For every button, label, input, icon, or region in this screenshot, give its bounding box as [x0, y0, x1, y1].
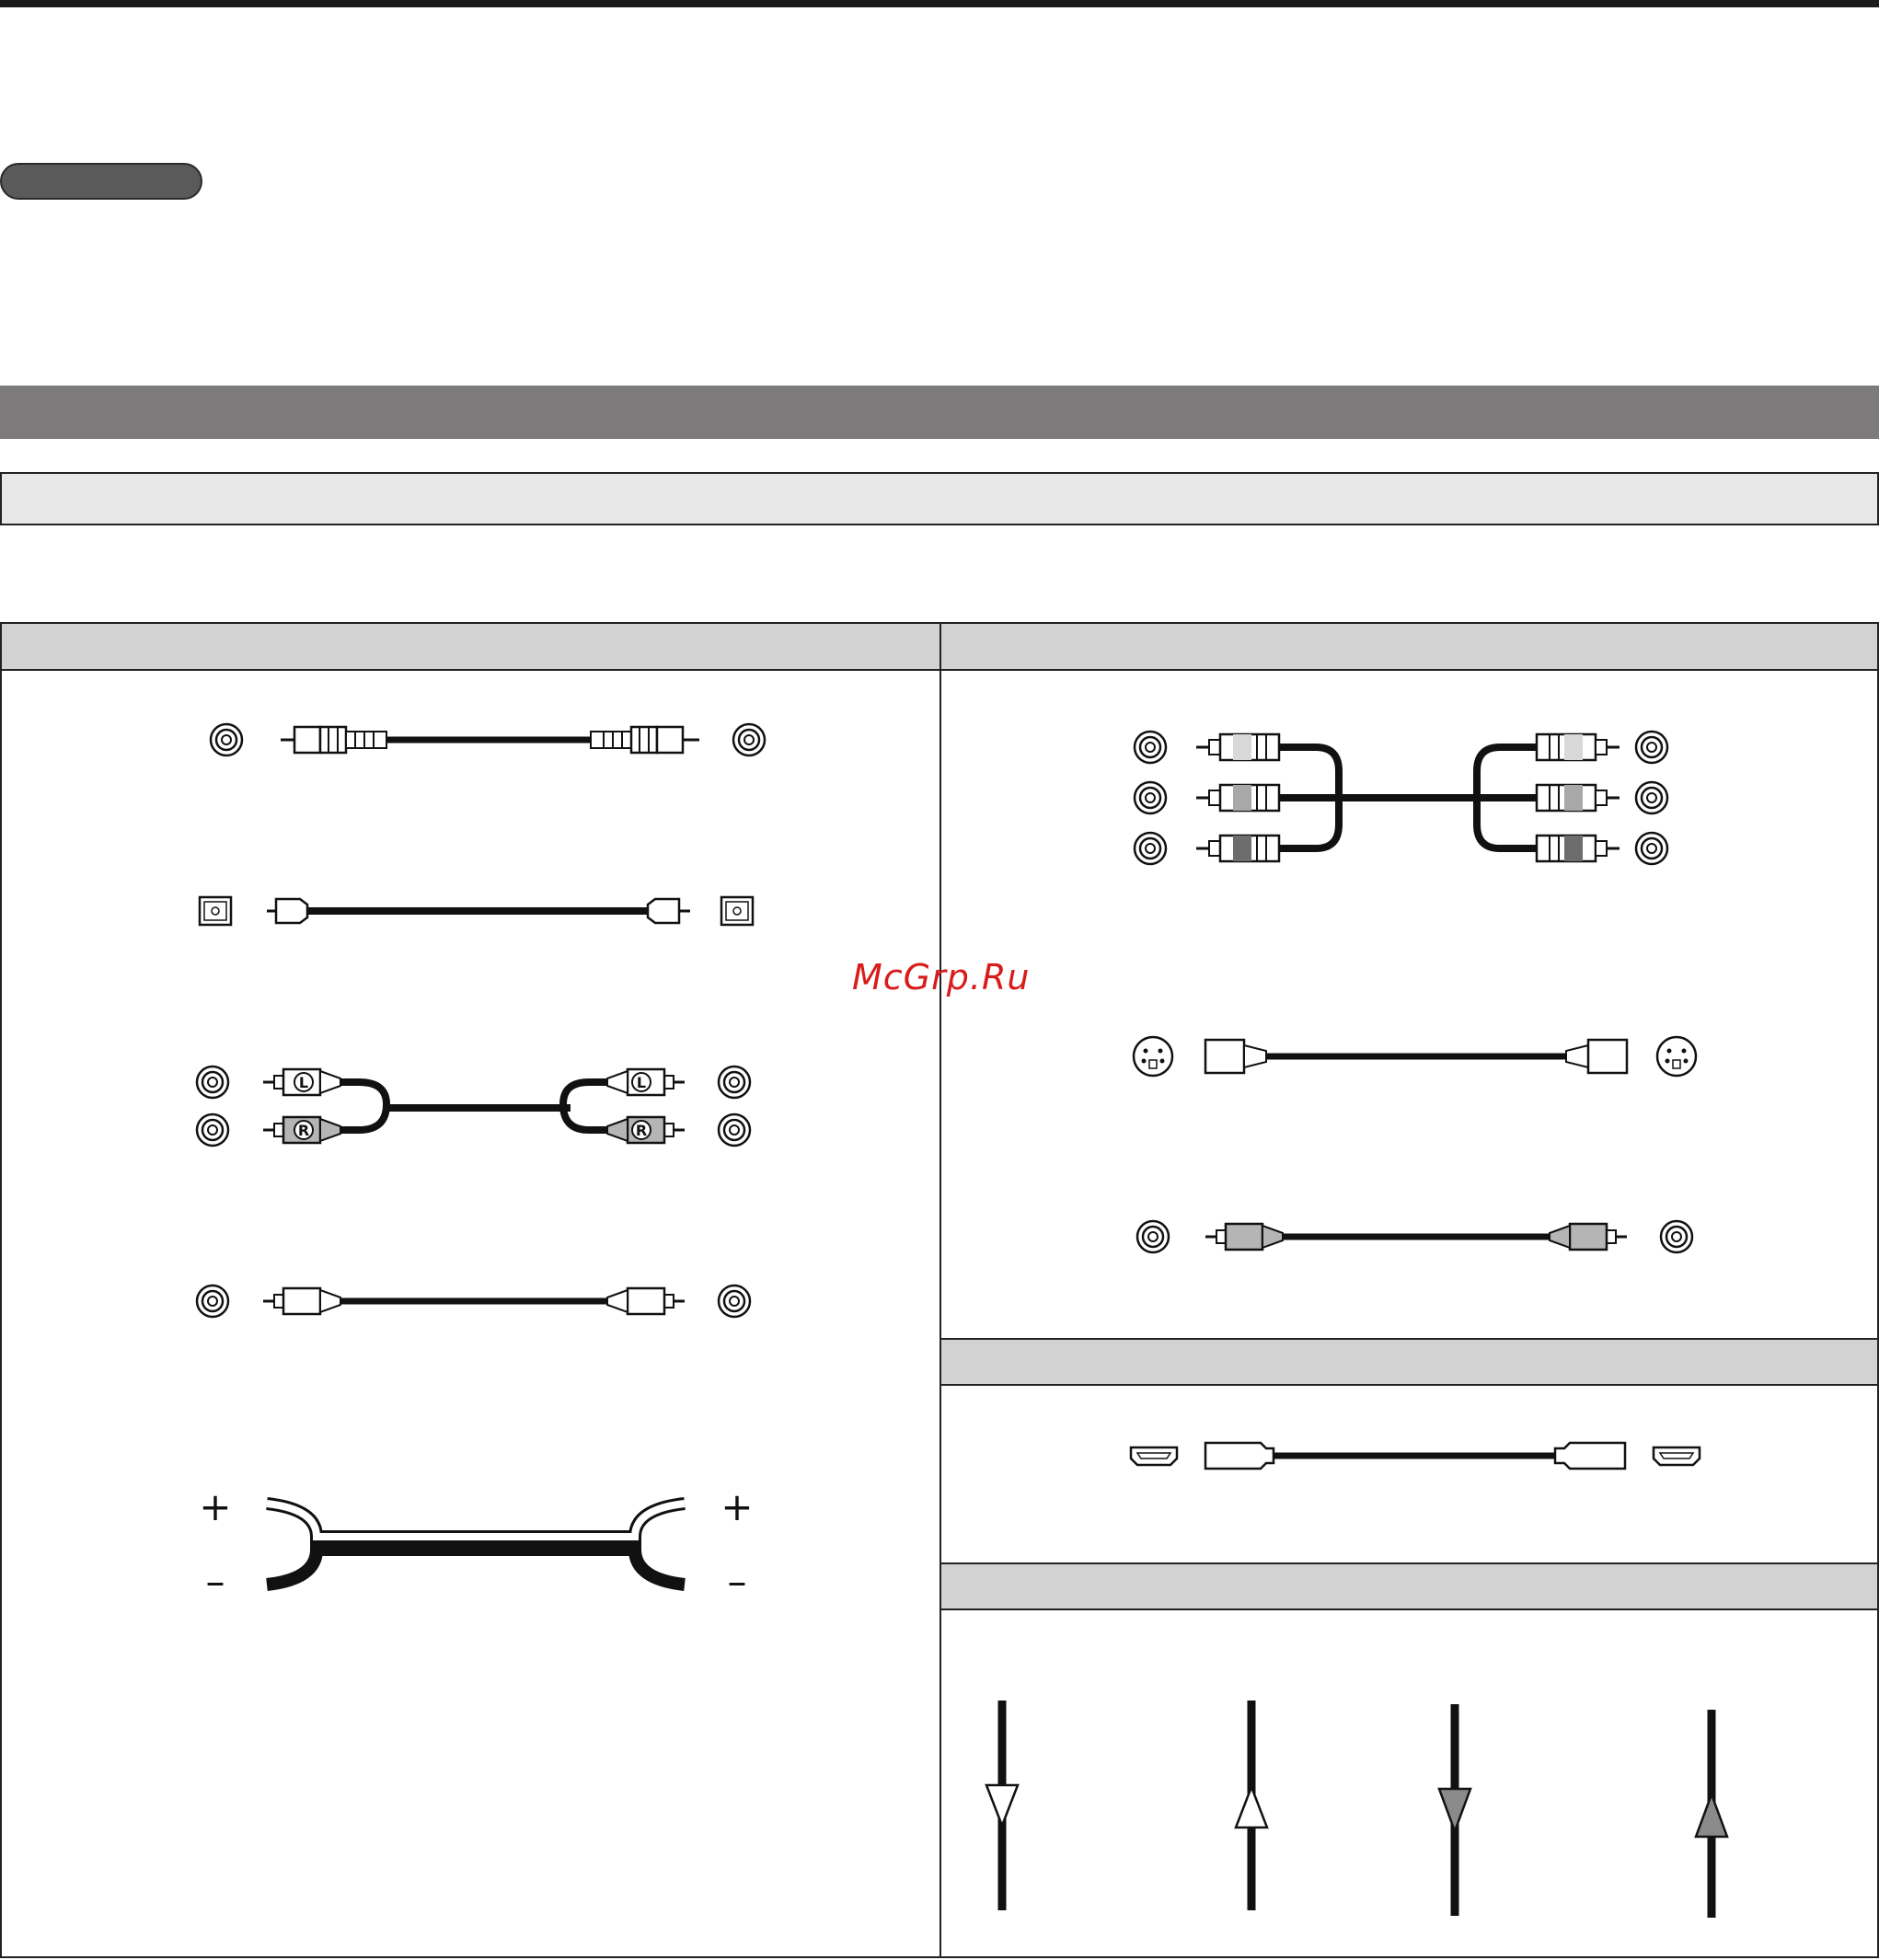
plus-mark-left: +: [199, 1484, 232, 1529]
optical-cable-icon: [200, 897, 753, 925]
video-cable-icon: [1137, 1221, 1692, 1252]
left-channel-mark: L: [298, 1074, 309, 1091]
watermark-text: McGrp.Ru: [852, 957, 1031, 997]
speaker-cable-icon: [199, 1484, 753, 1604]
plus-mark-right: +: [720, 1484, 754, 1529]
right-channel-mark: R: [297, 1122, 310, 1139]
left-channel-mark: L: [636, 1074, 647, 1091]
component-video-cable-icon: [1135, 732, 1667, 864]
coaxial-digital-cable-icon: [211, 724, 765, 755]
right-channel-mark: R: [635, 1122, 648, 1139]
minus-mark-left: –: [205, 1559, 225, 1604]
hdmi-cable-icon: [1131, 1443, 1700, 1469]
stereo-audio-cable-icon: [197, 1066, 750, 1146]
signal-direction-arrow-icon: [1439, 1704, 1470, 1916]
subwoofer-cable-icon: [197, 1286, 750, 1317]
minus-mark-right: –: [727, 1559, 747, 1604]
signal-direction-arrow-icon: [1236, 1701, 1267, 1910]
s-video-cable-icon: [1134, 1037, 1696, 1076]
signal-direction-arrow-icon: [1696, 1710, 1727, 1918]
signal-direction-arrow-icon: [986, 1701, 1018, 1910]
